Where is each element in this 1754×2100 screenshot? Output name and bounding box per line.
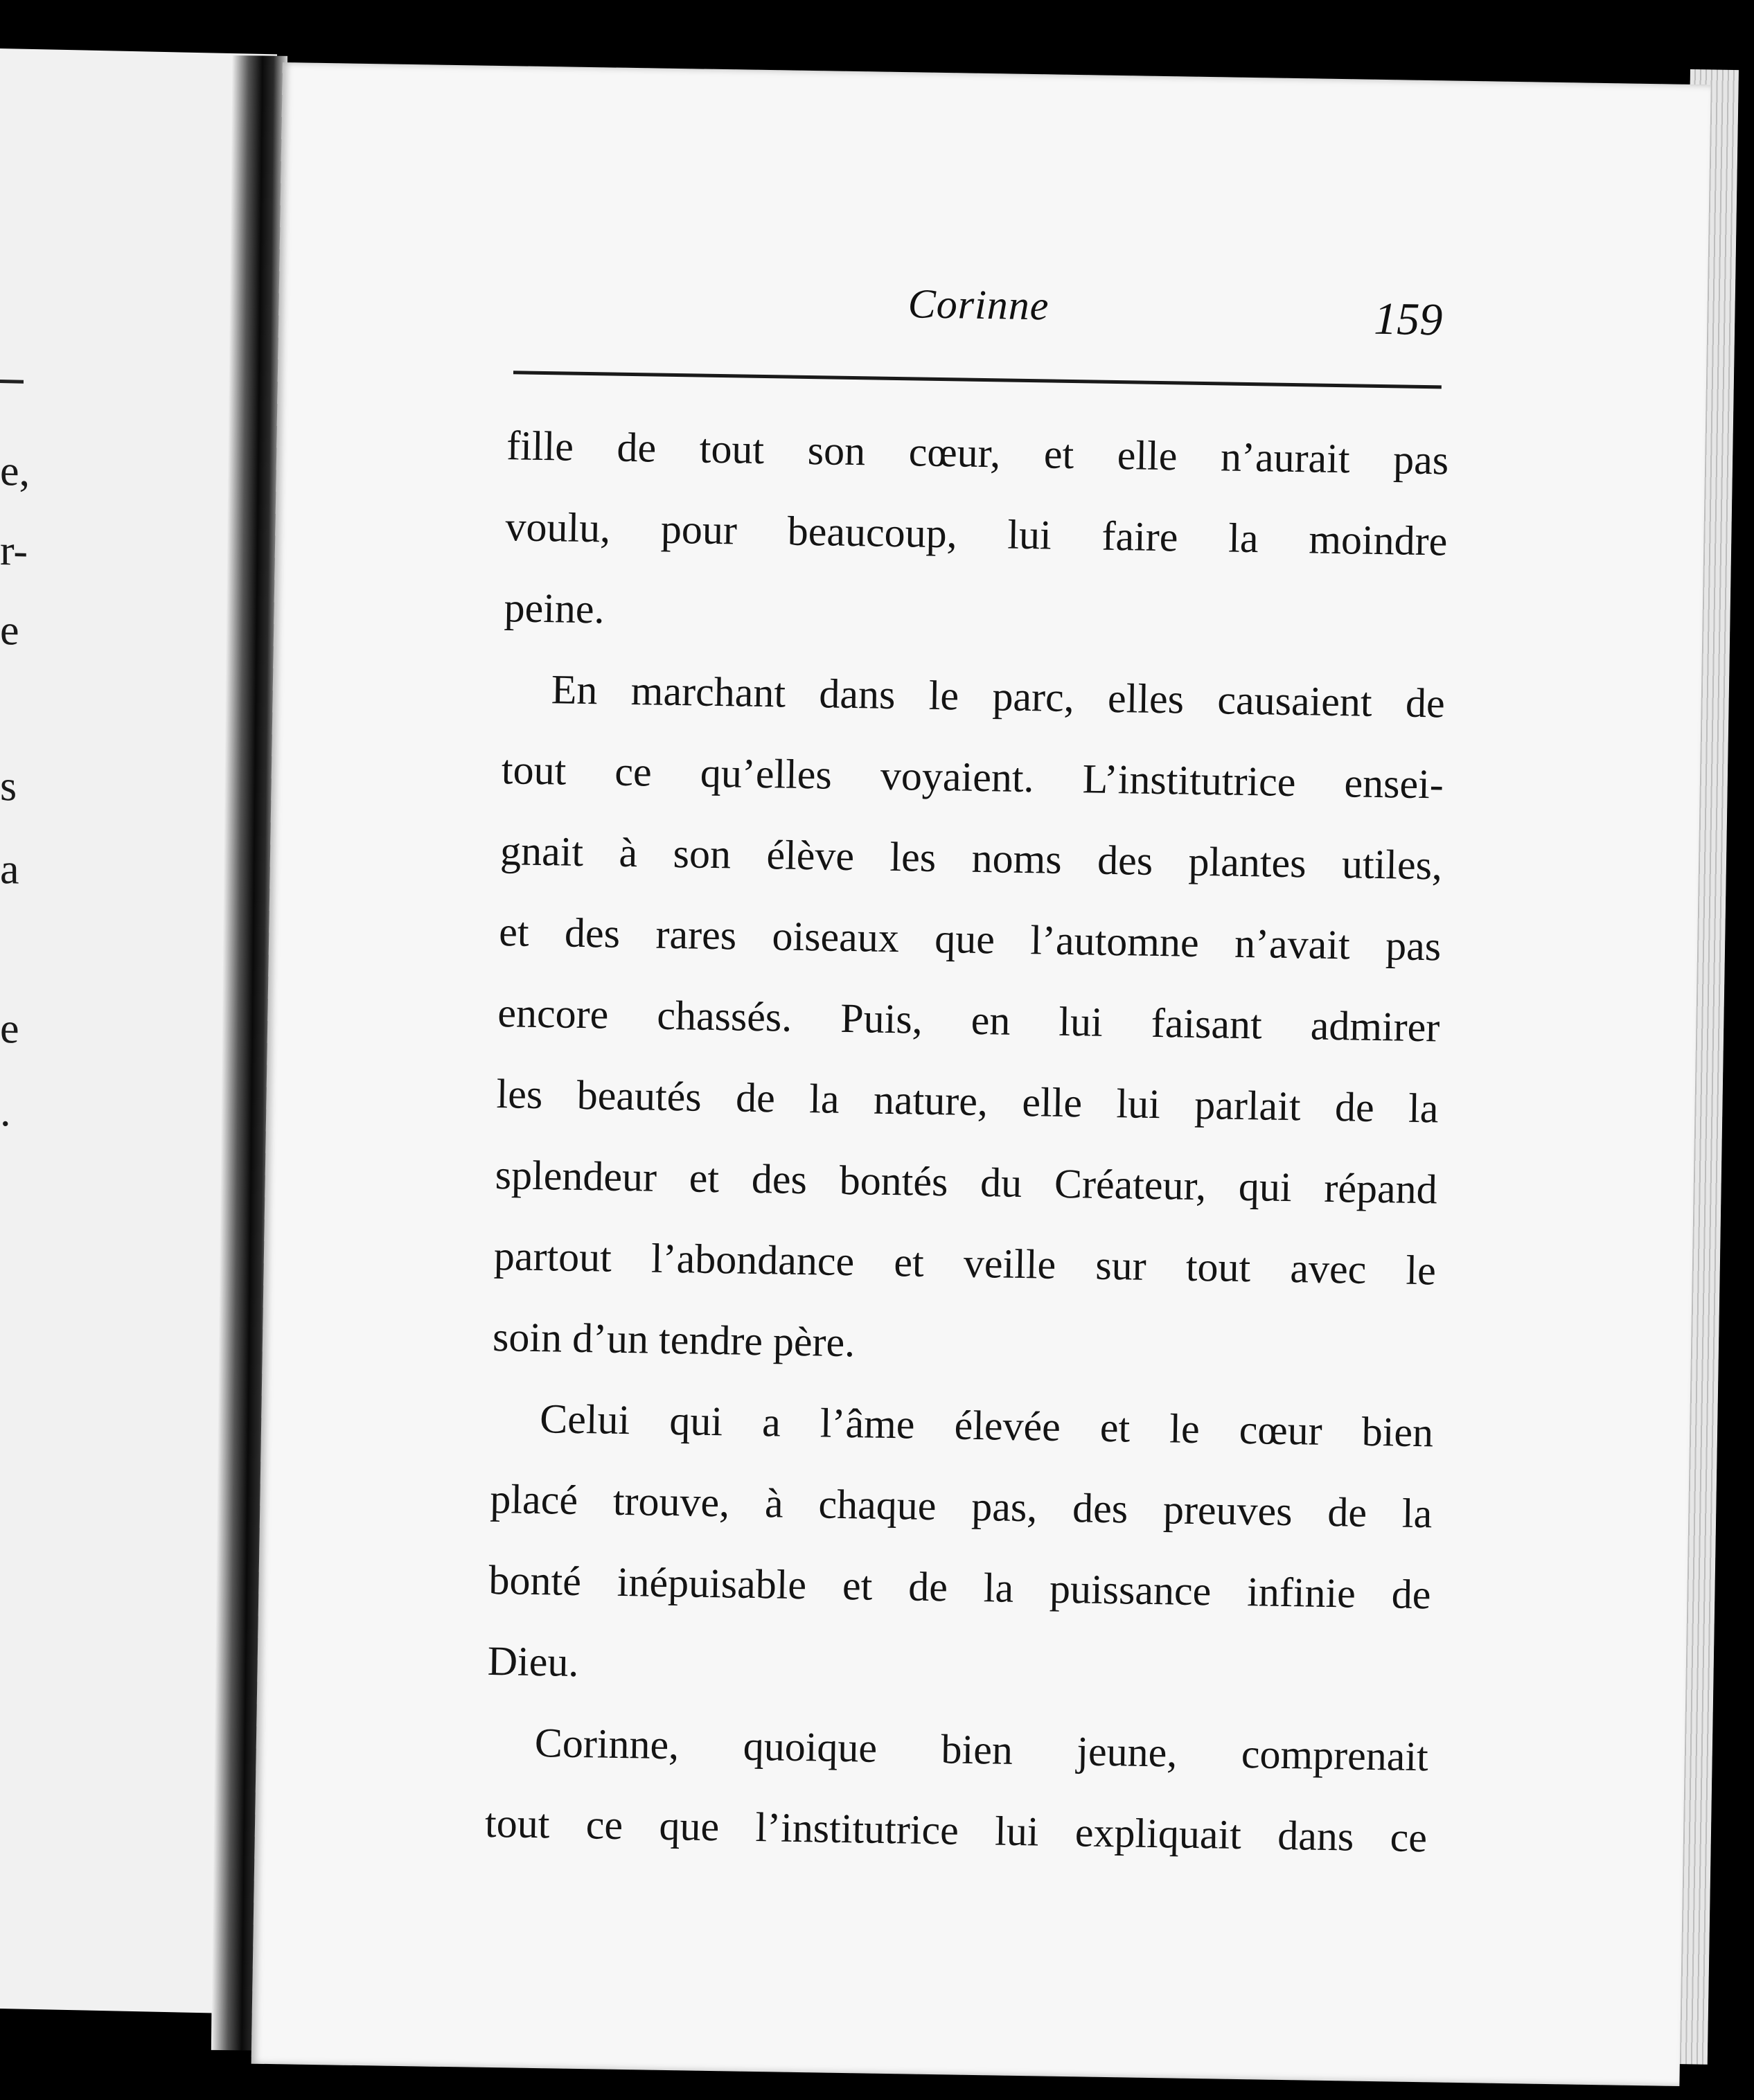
text-line: Celui qui a l’âme élevée et le cœur bien [539,1396,1434,1456]
running-title: Corinne [907,281,1049,329]
text-line: Corinne, quoique bien jeune, comprenait [534,1720,1429,1780]
text-line: gnait à son élève les noms des plantes utiles, [499,828,1443,889]
book-page [251,62,1711,2086]
left-page-fragment: r- [0,527,28,575]
left-page-fragment: e [0,1005,19,1053]
text-line: tout ce qu’elles voyaient. L’institutrice ensei- [501,747,1444,808]
left-page-fragment: s [0,763,17,810]
text-line: partout l’abondance et veille sur tout avec le [493,1233,1437,1294]
text-line: soin d’un tendre père. [492,1313,856,1366]
text-line: tout ce que l’institutrice lui expliquait dans ce [484,1799,1428,1861]
left-page-fragment: a [0,846,19,893]
page-number: 159 [1373,293,1443,346]
text-line: splendeur et des bontés du Créateur, qui répand [495,1152,1438,1213]
text-line: bonté inépuisable et de la puissance infinie de [488,1556,1431,1618]
body-text [484,405,1449,1878]
text-line: et des rares oiseaux que l’automne n’avait pas [498,909,1442,970]
left-page-rule [0,380,24,384]
text-line: Dieu. [487,1637,579,1685]
text-line: voulu, pour beaucoup, lui faire la moindre [504,504,1448,564]
text-line: fille de tout son cœur, et elle n’aurait pas [506,422,1449,483]
left-page-fragment: e [0,607,19,655]
text-line: placé trouve, à chaque pas, des preuves de la [489,1475,1433,1537]
header-rule [513,371,1442,389]
text-line: les beautés de la nature, elle lui parlait de la [496,1071,1439,1132]
text-line: En marchant dans le parc, elles causaient de [551,666,1446,727]
text-line: peine. [504,585,605,632]
running-head [514,274,1444,364]
left-page-fragment: . [0,1088,11,1136]
text-line: encore chassés. Puis, en lui faisant admirer [497,990,1440,1051]
left-page-fragment: e, [0,447,30,495]
